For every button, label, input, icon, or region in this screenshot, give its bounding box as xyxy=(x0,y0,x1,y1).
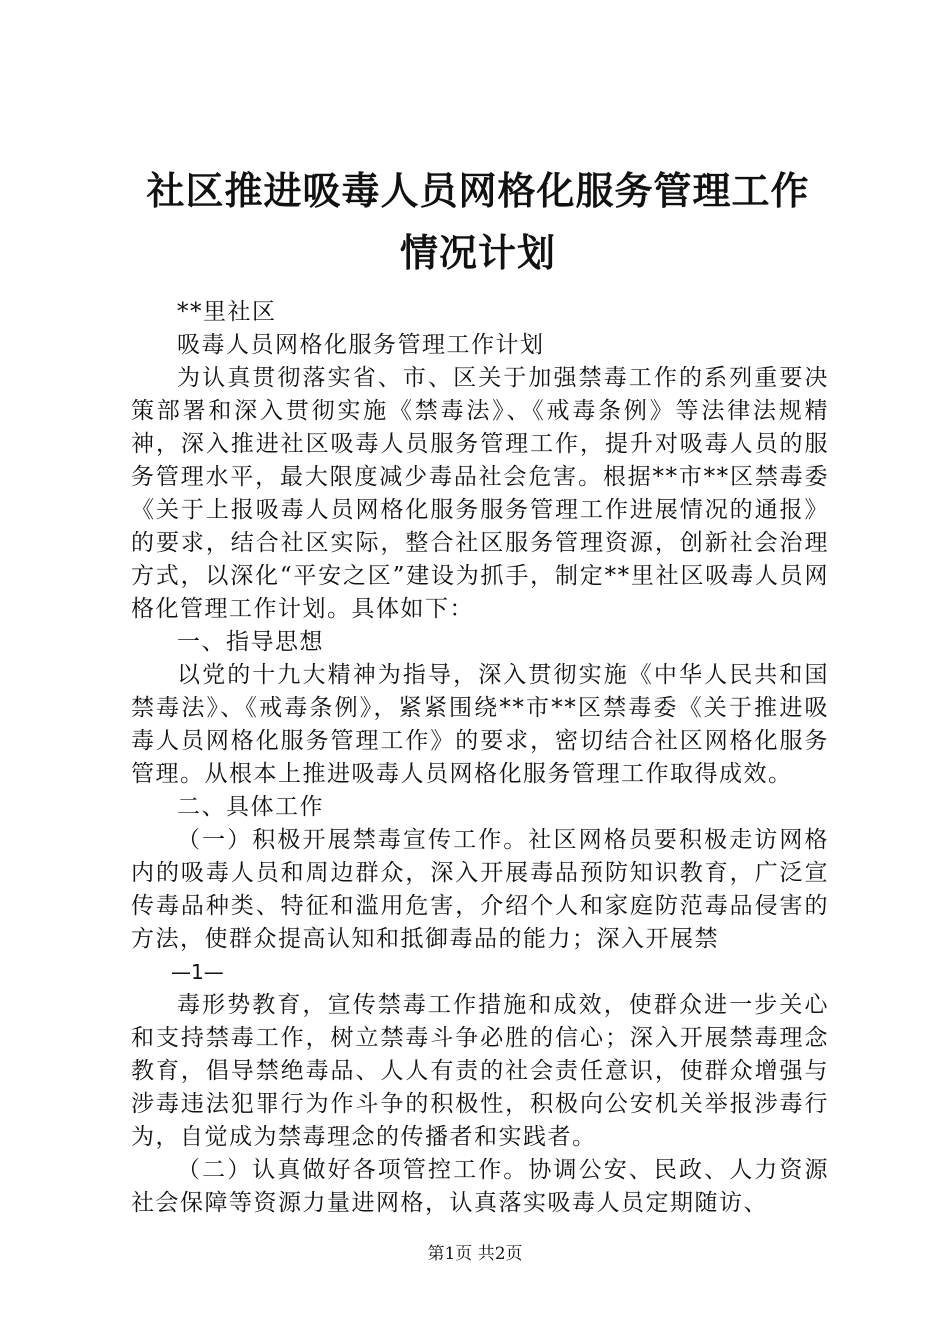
work-item-1-paragraph: （一）积极开展禁毒宣传工作。社区网格员要积极走访网格内的吸毒人员和周边群众，深入开展毒品预防知识教育，广泛宣传毒品种类、特征和滥用危害，介绍个人和家庭防范毒品侵害的方法，使群众提高认知和抵御毒品的能力；深入开展禁 xyxy=(131,827,829,952)
section-heading-specific-work: 二、具体工作 xyxy=(177,794,324,820)
community-name: **里社区 xyxy=(177,299,277,325)
page-break-marker: —1— xyxy=(171,960,224,984)
document-title: 社区推进吸毒人员网格化服务管理工作情况计划 xyxy=(146,169,810,275)
work-item-1-continued: 毒形势教育，宣传禁毒工作措施和成效，使群众进一步关心和支持禁毒工作，树立禁毒斗争必胜的信心；深入开展禁毒理念教育，倡导禁绝毒品、人人有责的社会责任意识，使群众增强与涉毒违法犯罪行为作斗争的积极性，积极向公安机关举报涉毒行为，自觉成为禁毒理念的传播者和实践者。 xyxy=(131,992,829,1150)
guiding-thought-paragraph: 以党的十九大精神为指导，深入贯彻实施《中华人民共和国禁毒法》、《戒毒条例》，紧紧围绕**市**区禁毒委《关于推进吸毒人员网格化服务管理工作》的要求，密切结合社区网格化服务管理。从根本上推进吸毒人员网格化服务管理工作取得成效。 xyxy=(131,662,829,787)
page-footer: 第1页 共2页 xyxy=(427,1244,523,1264)
section-heading-guiding-thought: 一、指导思想 xyxy=(177,629,324,655)
intro-paragraph: 为认真贯彻落实省、市、区关于加强禁毒工作的系列重要决策部署和深入贯彻实施《禁毒法》、《戒毒条例》等法律法规精神，深入推进社区吸毒人员服务管理工作，提升对吸毒人员的服务管理水平，最大限度减少毒品社会危害。根据**市**区禁毒委《关于上报吸毒人员网格化服务服务管理工作进展情况的通报》的要求，结合社区实际，整合社区服务管理资源，创新社会治理方式，以深化“平安之区”建设为抓手，制定**里社区吸毒人员网格化管理工作计划。具体如下： xyxy=(131,365,829,622)
work-item-2-paragraph: （二）认真做好各项管控工作。协调公安、民政、人力资源社会保障等资源力量进网格，认真落实吸毒人员定期随访、 xyxy=(131,1157,829,1216)
plan-subtitle: 吸毒人员网格化服务管理工作计划 xyxy=(177,332,545,358)
document-body xyxy=(131,296,829,1220)
